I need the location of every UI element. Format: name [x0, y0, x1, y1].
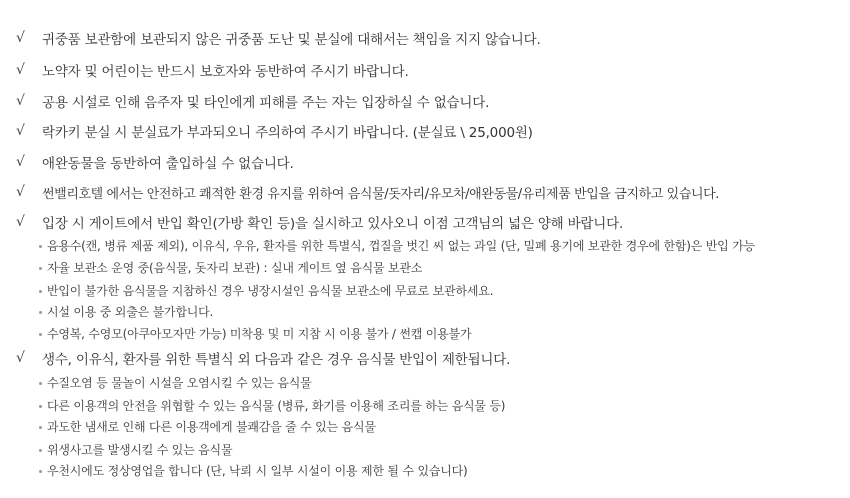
dot-bullet-icon: [39, 405, 42, 408]
notice-text: 공용 시설로 인해 음주자 및 타인에게 피해를 주는 자는 입장하실 수 없습니다.: [42, 95, 490, 111]
dot-bullet-icon: [39, 245, 42, 248]
dot-bullet-icon: [39, 311, 42, 314]
sub-item: [0, 374, 850, 392]
sub-item-text: 음용수(캔, 병류 제품 제외), 이유식, 우유, 환자를 위한 특별식, 껍질을 벗긴 씨 없는 과일 (단, 밀폐 용기에 보관한 경우에 한함)은 반입 가능: [47, 239, 755, 253]
check-icon: √: [16, 154, 25, 170]
sub-item-text: 반입이 불가한 음식물을 지참하신 경우 냉장시설인 음식물 보관소에 무료로 보관하세요.: [47, 284, 494, 298]
sub-item: [0, 303, 850, 321]
notice-text: 노약자 및 어린이는 반드시 보호자와 동반하여 주시기 바랍니다.: [42, 64, 409, 80]
dot-bullet-icon: [39, 290, 42, 293]
notice-item: [0, 212, 850, 232]
notice-text: 애완동물을 동반하여 출입하실 수 없습니다.: [42, 156, 294, 172]
sub-item-text: 우천시에도 정상영업을 합니다 (단, 낙뢰 시 일부 시설이 이용 제한 될 수 있습니다): [47, 464, 468, 478]
notice-text: 썬밸리호텔 에서는 안전하고 쾌적한 환경 유지를 위하여 음식물/돗자리/유모차/애완동물/유리제품 반입을 금지하고 있습니다.: [42, 186, 720, 202]
notice-item: [0, 152, 850, 172]
dot-bullet-icon: [39, 382, 42, 385]
sub-item: [0, 237, 850, 255]
dot-bullet-icon: [39, 267, 42, 270]
sub-item-text: 다른 이용객의 안전을 위협할 수 있는 음식물 (병류, 화기를 이용해 조리를 하는 음식물 등): [47, 399, 506, 413]
sub-item: [0, 397, 850, 415]
notice-text: 락카키 분실 시 분실료가 부과되오니 주의하여 주시기 바랍니다. (분실료 \ 25,000원): [42, 125, 533, 141]
notice-item: [0, 91, 850, 111]
notice-item: [0, 28, 850, 48]
check-icon: √: [16, 93, 25, 109]
notice-text: 입장 시 게이트에서 반입 확인(가방 확인 등)을 실시하고 있사오니 이점 고객님의 넓은 양해 바랍니다.: [42, 216, 624, 232]
sub-item-text: 시설 이용 중 외출은 불가합니다.: [47, 305, 214, 319]
check-icon: √: [16, 123, 25, 139]
dot-bullet-icon: [39, 470, 42, 473]
notice-item: [0, 60, 850, 80]
check-icon: √: [16, 350, 25, 366]
sub-item-text: 수질오염 등 물놀이 시설을 오염시킬 수 있는 음식물: [47, 376, 312, 390]
sub-item-text: 과도한 냄새로 인해 다른 이용객에게 불쾌감을 줄 수 있는 음식물: [47, 420, 376, 434]
dot-bullet-icon: [39, 333, 42, 336]
notice-item: [0, 348, 850, 368]
sub-item: [0, 462, 850, 480]
dot-bullet-icon: [39, 449, 42, 452]
check-icon: √: [16, 214, 25, 230]
sub-item: [0, 259, 850, 277]
notice-text: 생수, 이유식, 환자를 위한 특별식 외 다음과 같은 경우 음식물 반입이 제한됩니다.: [42, 352, 511, 368]
check-icon: √: [16, 184, 25, 200]
check-icon: √: [16, 30, 25, 46]
check-icon: √: [16, 62, 25, 78]
sub-item: [0, 441, 850, 459]
dot-bullet-icon: [39, 426, 42, 429]
sub-item-text: 자율 보관소 운영 중(음식물, 돗자리 보관) : 실내 게이트 옆 음식물 보관소: [47, 261, 423, 275]
notice-item: [0, 121, 850, 141]
sub-item: [0, 282, 850, 300]
sub-item: [0, 325, 850, 343]
sub-item-text: 위생사고를 발생시킬 수 있는 음식물: [47, 443, 233, 457]
notice-item: [0, 182, 850, 202]
sub-item: [0, 418, 850, 436]
notice-text: 귀중품 보관함에 보관되지 않은 귀중품 도난 및 분실에 대해서는 책임을 지지 않습니다.: [42, 32, 541, 48]
sub-item-text: 수영복, 수영모(아쿠아모자만 가능) 미착용 및 미 지참 시 이용 불가 / 썬캡 이용불가: [47, 327, 472, 341]
